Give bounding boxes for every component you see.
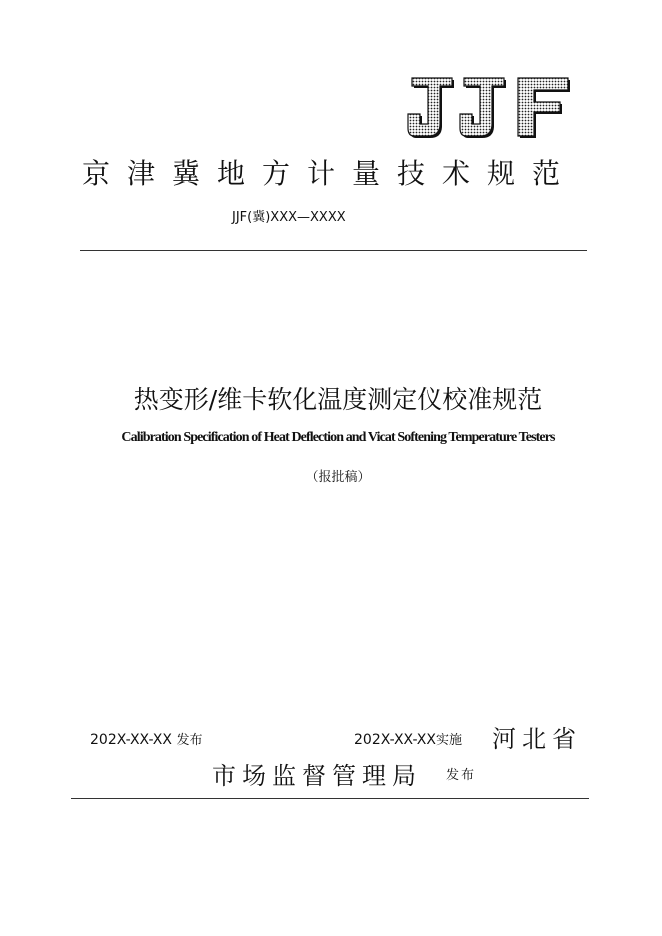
issuer-bureau: 市场监督管理局 [212, 762, 422, 790]
standard-code: JJF(冀)XXX—XXXX [232, 210, 346, 225]
implementation-date-line [354, 729, 462, 748]
draft-status: （报批稿） [305, 470, 371, 485]
jjf-logo [406, 74, 572, 142]
jjf-logo-graphic [406, 74, 572, 142]
bottom-divider [71, 798, 589, 799]
issue-date: 202X-XX-XX [90, 732, 172, 748]
issuer-province: 河北省 [492, 725, 582, 753]
issue-date-line [90, 729, 202, 748]
document-title-cn: 热变形/维卡软化温度测定仪校准规范 [133, 385, 543, 414]
implementation-label: 实施 [436, 733, 463, 748]
top-divider [80, 250, 587, 251]
issuer-publish-label: 发布 [446, 768, 477, 783]
document-title-en: Calibration Specification of Heat Deflection and Vicat Softening Temperature Testers [121, 430, 555, 445]
series-title: 京津冀地方计量技术规范 [82, 157, 578, 190]
issue-label: 发布 [176, 733, 203, 748]
implementation-date: 202X-XX-XX [354, 732, 436, 748]
